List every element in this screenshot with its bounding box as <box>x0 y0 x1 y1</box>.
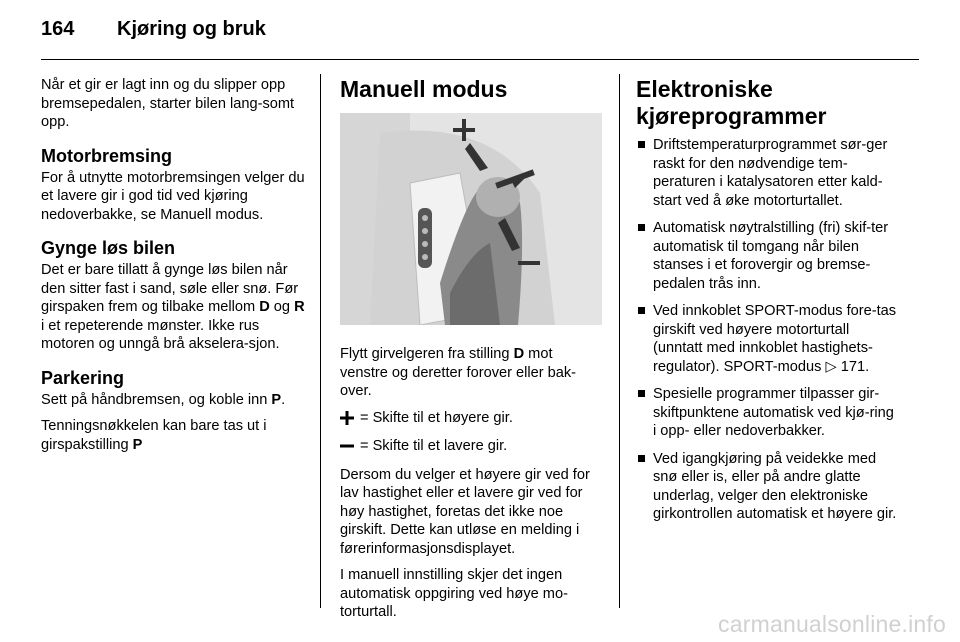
minus-icon <box>340 439 360 453</box>
motorbremsing-text: For å utnytte motorbremsingen velger du et lavere gir i god tid ved kjøring nedoverbakke, se Manuell modus. <box>41 169 305 223</box>
list-item: Ved igangkjøring på veidekke med snø eller is, eller på andre glatte underlag, velger den elektroniske girkontrollen automatisk et høyere gir. <box>636 450 901 524</box>
page-title: Kjøring og bruk <box>117 18 266 40</box>
legend-plus-text: = Skifte til et høyere gir. <box>360 409 513 426</box>
gear-selector-illustration <box>340 113 602 325</box>
bullet-square-icon <box>638 224 645 231</box>
sport-page-ref[interactable]: 171. <box>840 358 870 375</box>
legend-minus-row <box>340 437 602 456</box>
manuell-para-1: Dersom du velger et høyere gir ved for lav hastighet eller et lavere gir ved for høy hastighet, foretas det ikke noe girskift. Dette kan utløse en melding i førerinformasjonsdisplayet. <box>340 466 590 557</box>
manuell-caption: Flytt girvelgeren fra stilling D mot venstre og deretter forover eller bak-over. <box>340 346 577 399</box>
column-1 <box>41 76 305 462</box>
list-item: Ved innkoblet SPORT-modus fore-tas girskift ved høyere motorturtall (unntatt med innkoblet hastighets-regulator). SPORT-modus ▷ 171. <box>636 302 901 376</box>
parkering-heading: Parkering <box>41 367 125 388</box>
program-list <box>636 136 901 524</box>
column-divider-right <box>619 74 620 608</box>
intro-text: Når et gir er lagt inn og du slipper opp bremsepedalen, starter bilen lang-somt opp. <box>41 77 295 130</box>
parkering-text: Sett på håndbremsen, og koble inn P. <box>41 391 286 408</box>
column-3 <box>636 76 901 533</box>
page-ref-arrow-icon: ▷ <box>825 358 841 375</box>
header-rule <box>41 59 919 60</box>
watermark: carmanualsonline.info <box>718 611 946 637</box>
bullet-square-icon <box>638 307 645 314</box>
column-2 <box>340 76 602 630</box>
gear-shift-icon <box>340 113 602 325</box>
manuell-para-2: I manuell innstilling skjer det ingen automatisk oppgiring ved høye mo-torturtall. <box>340 567 568 620</box>
kjoreprogrammer-heading: Elektroniske kjøreprogrammer <box>636 76 827 129</box>
plus-icon <box>340 411 360 425</box>
motorbremsing-heading: Motorbremsing <box>41 145 173 166</box>
list-item: Driftstemperaturprogrammet sør-ger raskt for den nødvendige tem-peraturen i katalysatoren etter kald-start ved å øke motorturtallet. <box>636 136 901 210</box>
list-item: Spesielle programmer tilpasser gir-skiftpunktene automatisk ved kjø-ring i opp- eller nedoverbakker. <box>636 385 901 441</box>
legend-plus-row <box>340 409 602 428</box>
gynge-text: Det er bare tillatt å gynge løs bilen når den sitter fast i sand, søle eller snø. Før girspaken frem og tilbake mellom D og R i et repeterende mønster. Ikke rus motoren og unngå brå akselera-sjon. <box>41 262 305 352</box>
legend-minus-text: = Skifte til et lavere gir. <box>360 438 508 454</box>
tenningsnokkel-text: Tenningsnøkkelen kan bare tas ut i girspakstilling P <box>41 418 267 453</box>
bullet-square-icon <box>638 455 645 462</box>
page-header <box>41 18 266 41</box>
list-item: Automatisk nøytralstilling (fri) skif-ter automatisk til tomgang når bilen stanses i et forovergir og bremse-pedalen trås inn. <box>636 219 901 293</box>
page-number: 164 <box>41 18 75 40</box>
gynge-heading: Gynge løs bilen <box>41 238 176 258</box>
column-divider-left <box>320 74 321 608</box>
manuell-modus-heading: Manuell modus <box>340 76 508 102</box>
bullet-square-icon <box>638 141 645 148</box>
bullet-square-icon <box>638 390 645 397</box>
